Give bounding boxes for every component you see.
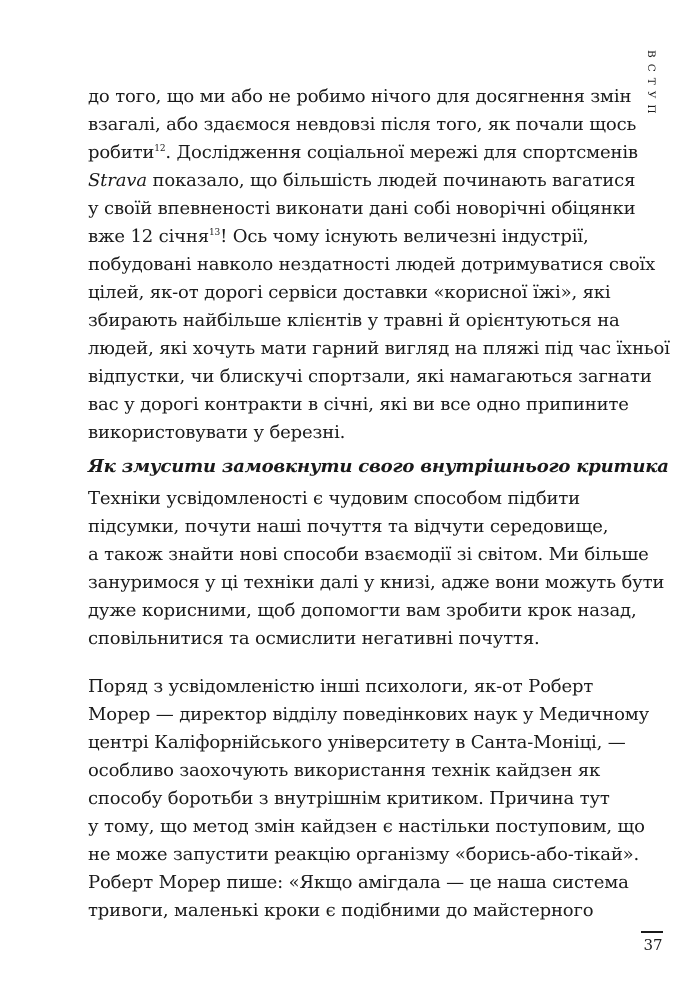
- italic-term: Strava: [88, 170, 147, 191]
- paragraph-2: [88, 485, 665, 653]
- text-line: зануримося у ці техніки далі у книзі, адже вони можуть бути: [88, 572, 665, 593]
- text-line: до того, що ми або не робимо нічого для досягнення змін: [88, 86, 632, 107]
- text-line: Поряд з усвідомленістю інші психологи, як-от Роберт: [88, 676, 594, 697]
- text-line: Техніки усвідомленості є чудовим способом підбити: [88, 488, 581, 509]
- text-line: збирають найбільше клієнтів у травні й орієнтуються на: [88, 310, 620, 331]
- footnote-ref[interactable]: 12: [154, 144, 166, 154]
- text-line: Роберт Морер пише: «Якщо амігдала — це наша система: [88, 872, 629, 893]
- text-line: цілей, як-от дорогі сервіси доставки «корисної їжі», які: [88, 282, 611, 303]
- text-line: відпустки, чи блискучі спортзали, які намагаються загнати: [88, 366, 652, 387]
- footnote-ref[interactable]: 13: [208, 228, 221, 238]
- folio-rule: [641, 931, 663, 933]
- text-fragment: робити: [88, 142, 155, 163]
- text-line: [88, 223, 608, 251]
- text-fragment: вже 12 січня: [88, 226, 209, 247]
- text-line: побудовані навколо нездатності людей дотримуватися своїх: [88, 254, 656, 275]
- text-line: не може запустити реакцію організму «борись-або-тікай».: [88, 844, 640, 865]
- text-line: способу боротьби з внутрішнім критиком. Причина тут: [88, 788, 610, 809]
- text-fragment: показало, що більшість людей починають вагатися: [146, 170, 636, 191]
- text-line: центрі Каліфорнійського університету в Санта-Моніці, —: [88, 732, 626, 753]
- text-line: у своїй впевненості виконати дані собі новорічні обіцянки: [88, 198, 636, 219]
- text-line: [88, 139, 638, 167]
- text-line: особливо заохочують використання технік кайдзен як: [88, 760, 601, 781]
- text-fragment: . Дослідження соціальної мережі для спортсменів: [165, 142, 638, 163]
- running-head: ВСТУП: [645, 50, 657, 120]
- text-line: дуже корисними, щоб допомогти вам зробити крок назад,: [88, 600, 637, 621]
- text-line: Морер — директор відділу поведінкових наук у Медичному: [88, 704, 650, 725]
- paragraph-3: [88, 673, 650, 925]
- text-fragment: ! Ось чому існують величезні індустрії,: [220, 226, 589, 247]
- text-line: сповільнитися та осмислити негативні почуття.: [88, 628, 540, 649]
- text-line: [88, 167, 636, 195]
- text-line: взагалі, або здаємося невдовзі після того, як почали щось: [88, 114, 637, 135]
- text-line: людей, які хочуть мати гарний вигляд на пляжі під час їхньої: [88, 338, 670, 359]
- page-number: 37: [643, 936, 663, 954]
- text-line: а також знайти нові способи взаємодії зі світом. Ми більше: [88, 544, 649, 565]
- text-line: підсумки, почути наші почуття та відчути середовище,: [88, 516, 609, 537]
- text-line: тривоги, маленькі кроки є подібними до майстерного: [88, 900, 594, 921]
- text-line: використовувати у березні.: [88, 422, 346, 443]
- section-heading-block: [88, 453, 669, 481]
- text-line: у тому, що метод змін кайдзен є настільки поступовим, що: [88, 816, 645, 837]
- section-heading: Як змусити замовкнути свого внутрішнього критика: [88, 456, 669, 477]
- text-line: вас у дорогі контракти в січні, які ви все одно припините: [88, 394, 629, 415]
